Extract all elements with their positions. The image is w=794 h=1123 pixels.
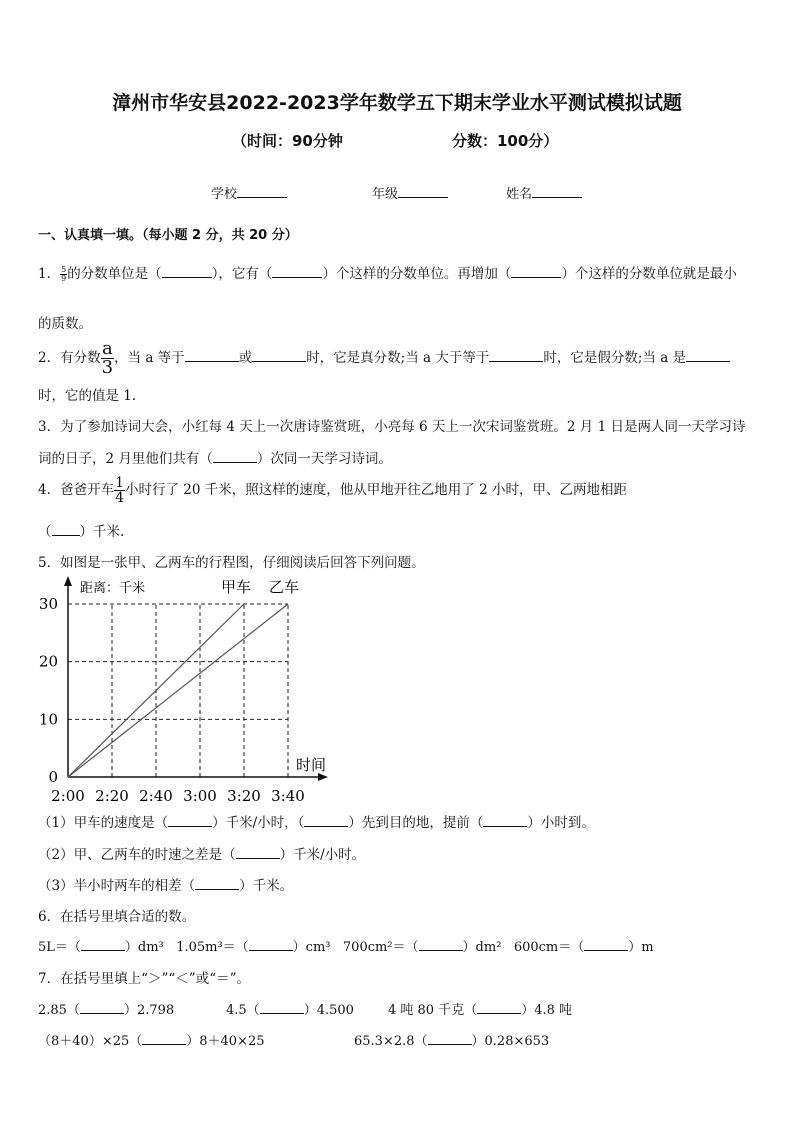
name-label: 姓名 bbox=[506, 187, 533, 202]
answer-blank[interactable] bbox=[236, 844, 280, 859]
question-6: 6．在括号里填合适的数。 bbox=[38, 909, 196, 925]
question-5-1: （1）甲车的速度是（ ）千米/小时，（ ）先到目的地，提前（ ）小时到。 bbox=[38, 811, 595, 831]
question-6-items: 5L＝（ ）dm³ 1.05m³＝（ ）cm³ 700cm²＝（ ）dm² 600cm＝（ ）m bbox=[38, 936, 654, 955]
answer-blank[interactable] bbox=[142, 1030, 186, 1045]
answer-blank[interactable] bbox=[195, 875, 239, 890]
series-line-2 bbox=[68, 604, 288, 777]
question-7-row-1: 2.85（ ）2.798 bbox=[38, 999, 174, 1018]
x-axis-label: 时间 bbox=[296, 756, 327, 774]
answer-blank[interactable] bbox=[81, 936, 125, 951]
school-label: 学校 bbox=[211, 187, 238, 202]
page-title: 漳州市华安县2022-2023学年数学五下期末学业水平测试模拟试题 bbox=[112, 92, 682, 114]
grade-field[interactable] bbox=[372, 183, 448, 202]
travel-chart bbox=[30, 572, 350, 807]
answer-blank[interactable] bbox=[162, 263, 212, 278]
question-1: 1． $\frac{5}{9}$ 的分数单位是（ ），它有（ ）个这样的分数单位。再增加（ ）个这样的分数单位就是最小 bbox=[38, 265, 737, 283]
exam-score: 分数：100分） bbox=[452, 132, 559, 150]
question-1-cont: 的质数。 bbox=[38, 316, 92, 332]
name-field[interactable] bbox=[506, 183, 582, 202]
grade-label: 年级 bbox=[372, 187, 399, 202]
x-tick-label: 2:40 bbox=[139, 787, 173, 805]
series-label-1: 甲车 bbox=[220, 578, 252, 596]
exam-time: （时间：90分钟 bbox=[232, 132, 343, 150]
answer-blank[interactable] bbox=[477, 999, 521, 1014]
question-3-cont: 词的日子，2 月里他们共有（ ）次同一天学习诗词。 bbox=[38, 447, 392, 467]
answer-blank[interactable] bbox=[428, 1030, 472, 1045]
answer-blank[interactable] bbox=[185, 347, 239, 362]
answer-blank[interactable] bbox=[168, 812, 212, 827]
answer-blank[interactable] bbox=[252, 347, 306, 362]
answer-blank[interactable] bbox=[489, 347, 543, 362]
question-7-row-1c: 4 吨 80 千克（ ）4.8 吨 bbox=[388, 999, 572, 1018]
school-field[interactable] bbox=[211, 183, 287, 202]
question-2-cont: 时，它的值是 1． bbox=[38, 388, 146, 404]
y-tick-label: 30 bbox=[38, 595, 58, 613]
question-4-cont: （ ）千米. bbox=[38, 520, 124, 540]
x-axis-arrow bbox=[318, 773, 328, 781]
answer-blank[interactable] bbox=[213, 448, 257, 463]
question-7-row-2: （8＋40）×25（ ）8＋40×25 bbox=[38, 1030, 265, 1049]
y-axis-arrow bbox=[64, 576, 72, 586]
x-tick-label: 2:20 bbox=[95, 787, 129, 805]
answer-blank[interactable] bbox=[52, 521, 80, 536]
answer-blank[interactable] bbox=[272, 263, 322, 278]
series-label-2: 乙车 bbox=[268, 578, 300, 596]
question-4: 4．爸爸开车 $\frac{1}{4}$ 小时行了 20 千米，照这样的速度，他从甲地开往乙地用了 2 小时，甲、乙两地相距 bbox=[38, 475, 627, 506]
y-axis-label: 距离：千米 bbox=[80, 581, 146, 596]
y-tick-label: 10 bbox=[38, 710, 58, 729]
x-tick-label: 3:20 bbox=[227, 787, 261, 805]
question-5-3: （3）半小时两车的相差（ ）千米。 bbox=[38, 874, 293, 894]
x-tick-label: 3:40 bbox=[271, 787, 305, 805]
y-tick-label: 0 bbox=[48, 768, 58, 786]
x-tick-label: 3:00 bbox=[183, 787, 217, 805]
question-7-row-2b: 65.3×2.8（ ）0.28×653 bbox=[354, 1030, 549, 1049]
question-5-2: （2）甲、乙两车的时速之差是（ ）千米/小时。 bbox=[38, 843, 365, 863]
section-1-title: 一、认真填一填。（每小题 2 分，共 20 分） bbox=[38, 228, 298, 243]
answer-blank[interactable] bbox=[249, 936, 293, 951]
question-7-row-1b: 4.5（ ）4.500 bbox=[226, 999, 354, 1018]
question-5: 5．如图是一张甲、乙两车的行程图，仔细阅读后回答下列问题。 bbox=[38, 555, 425, 571]
question-7: 7．在括号里填上“＞”“＜”或“＝”。 bbox=[38, 971, 250, 987]
y-tick-label: 20 bbox=[38, 652, 58, 671]
answer-blank[interactable] bbox=[260, 999, 304, 1014]
answer-blank[interactable] bbox=[686, 347, 730, 362]
answer-blank[interactable] bbox=[511, 263, 561, 278]
answer-blank[interactable] bbox=[80, 999, 124, 1014]
question-2: 2．有分数 $\frac{a}{3}$ ，当 a 等于 或 时，它是真分数;当 a 大于等于 时，它是假分数;当 a 是 bbox=[38, 340, 730, 377]
answer-blank[interactable] bbox=[483, 812, 527, 827]
x-tick-label: 2:00 bbox=[51, 787, 85, 805]
question-3: 3．为了参加诗词大会，小红每 4 天上一次唐诗鉴赏班，小亮每 6 天上一次宋词鉴赏班。2 月 1 日是两人同一天学习诗 bbox=[38, 419, 746, 435]
answer-blank[interactable] bbox=[584, 936, 628, 951]
answer-blank[interactable] bbox=[304, 812, 348, 827]
answer-blank[interactable] bbox=[419, 936, 463, 951]
